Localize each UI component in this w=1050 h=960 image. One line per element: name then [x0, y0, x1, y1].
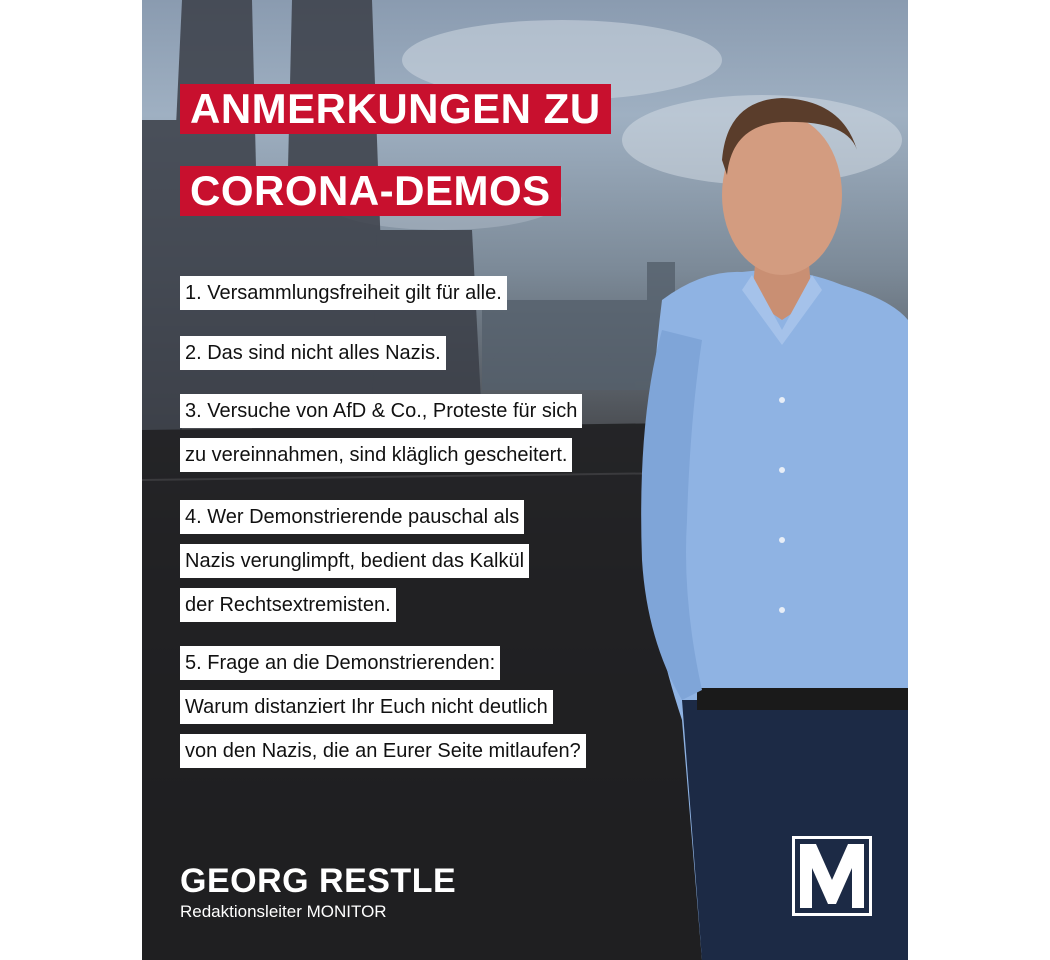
point-3-line-1: 3. Versuche von AfD & Co., Proteste für sich — [180, 394, 582, 428]
point-1-line: 1. Versammlungsfreiheit gilt für alle. — [180, 276, 507, 310]
headline-line-2: CORONA-DEMOS — [180, 166, 561, 216]
author-name: GEORG RESTLE — [180, 862, 457, 900]
point-4-line-3: der Rechtsextremisten. — [180, 588, 396, 622]
point-5-line-2: Warum distanziert Ihr Euch nicht deutlich — [180, 690, 553, 724]
author-role: Redaktionsleiter MONITOR — [180, 902, 387, 921]
poster — [142, 0, 908, 960]
background-photo — [142, 0, 908, 960]
monitor-logo-icon — [792, 836, 872, 916]
point-5-line-3: von den Nazis, die an Eurer Seite mitlaufen? — [180, 734, 586, 768]
point-4-line-1: 4. Wer Demonstrierende pauschal als — [180, 500, 524, 534]
point-3-line-2: zu vereinnahmen, sind kläglich gescheitert. — [180, 438, 572, 472]
headline-line-1: ANMERKUNGEN ZU — [180, 84, 611, 134]
point-4-line-2: Nazis verunglimpft, bedient das Kalkül — [180, 544, 529, 578]
point-5-line-1: 5. Frage an die Demonstrierenden: — [180, 646, 500, 680]
point-2-line: 2. Das sind nicht alles Nazis. — [180, 336, 446, 370]
